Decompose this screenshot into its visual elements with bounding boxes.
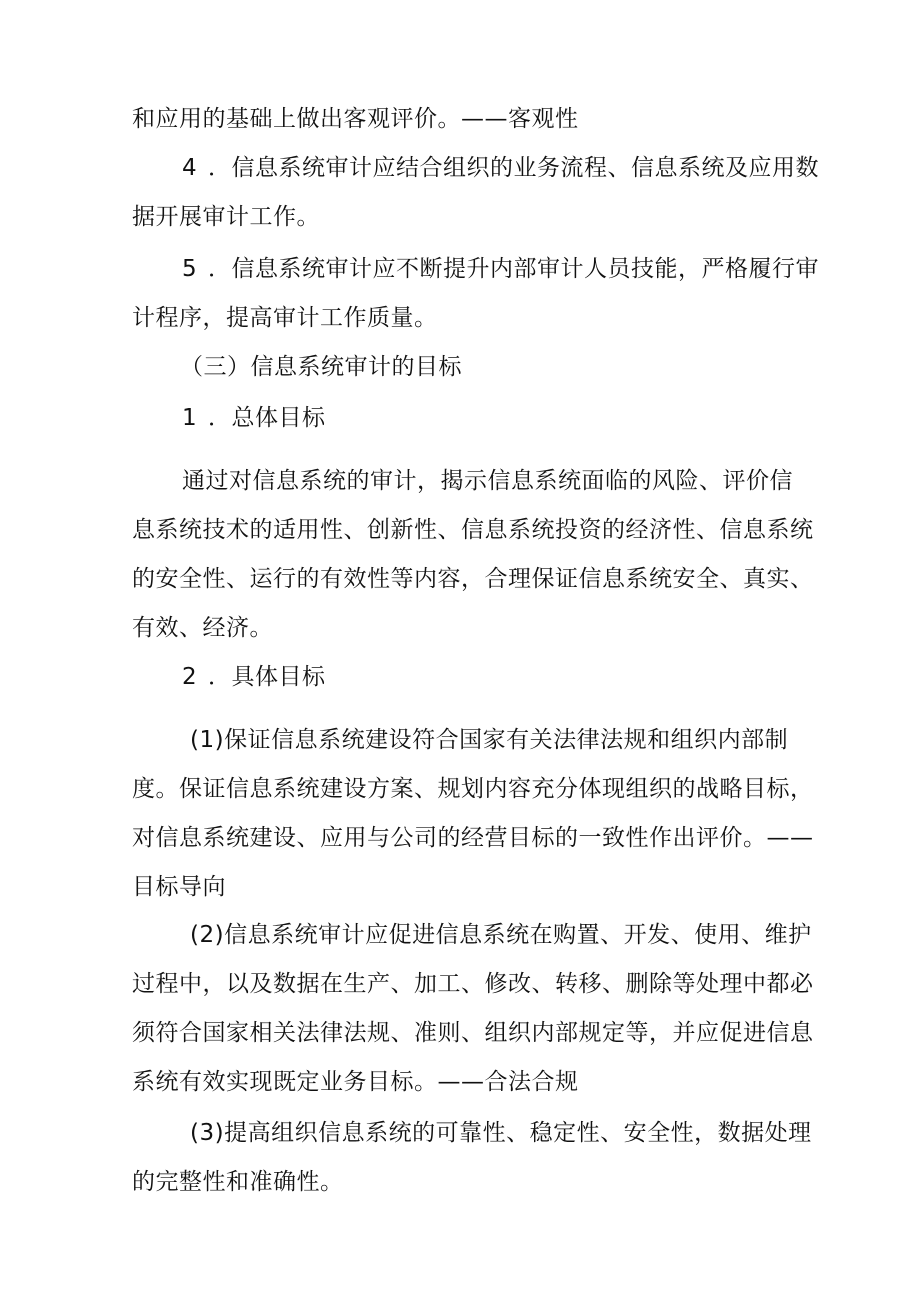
para-principle-5-line-2: 计程序，提高审计工作质量。 (132, 305, 438, 331)
subheading-overall-objective (182, 403, 326, 433)
para-objective-2-line-3: 须符合国家相关法律法规、准则、组织内部规定等，并应促进信息 (132, 1020, 814, 1046)
para-principle-5-line-1 (182, 254, 819, 284)
para-objective-2-line-2: 过程中，以及数据在生产、加工、修改、转移、删除等处理中都必 (132, 971, 814, 997)
para-objective-3-line-1: (3)提高组织信息系统的可靠性、稳定性、安全性，数据处理 (190, 1120, 812, 1146)
para-overall-objective-line-3: 的安全性、运行的有效性等内容，合理保证信息系统安全、真实、 (132, 566, 814, 592)
subheading-specific-objectives-text: ．具体目标 (208, 664, 326, 690)
subheading-specific-objectives (182, 662, 326, 692)
para-principle-4-line-1 (182, 153, 819, 183)
para-principle-4-line-2: 据开展审计工作。 (132, 204, 320, 230)
section-heading-3: （三）信息系统审计的目标 (180, 354, 462, 380)
para-overall-objective-line-1: 通过对信息系统的审计，揭示信息系统面临的风险、评价信 (182, 468, 793, 494)
para-overall-objective-line-2: 息系统技术的适用性、创新性、信息系统投资的经济性、信息系统 (132, 517, 814, 543)
para-objective-1-line-3: 对信息系统建设、应用与公司的经营目标的一致性作出评价。—— (132, 825, 814, 851)
para-overall-objective-line-4: 有效、经济。 (132, 615, 273, 641)
para-objective-2-line-1: (2)信息系统审计应促进信息系统在购置、开发、使用、维护 (190, 922, 812, 948)
subheading-overall-objective-text: ．总体目标 (208, 405, 326, 431)
para-objective-3-line-2: 的完整性和准确性。 (132, 1169, 344, 1195)
para-objective-1-line-2: 度。保证信息系统建设方案、规划内容充分体现组织的战略目标， (132, 776, 814, 802)
para-principle-4-text-1: ．信息系统审计应结合组织的业务流程、信息系统及应用数 (208, 155, 819, 181)
para-principle-5-text-1: ．信息系统审计应不断提升内部审计人员技能，严格履行审 (208, 256, 819, 282)
principle-4-number: 4 (182, 155, 198, 181)
subheading-2-number: 2 (182, 664, 198, 690)
para-objective-1-line-1: (1)保证信息系统建设符合国家有关法律法规和组织内部制 (190, 727, 789, 753)
para-continuation-objectivity-line-1: 和应用的基础上做出客观评价。——客观性 (132, 106, 579, 132)
para-objective-2-line-4: 系统有效实现既定业务目标。——合法合规 (132, 1069, 579, 1095)
principle-5-number: 5 (182, 256, 198, 282)
para-objective-1-line-4: 目标导向 (132, 874, 226, 900)
subheading-1-number: 1 (182, 405, 198, 431)
